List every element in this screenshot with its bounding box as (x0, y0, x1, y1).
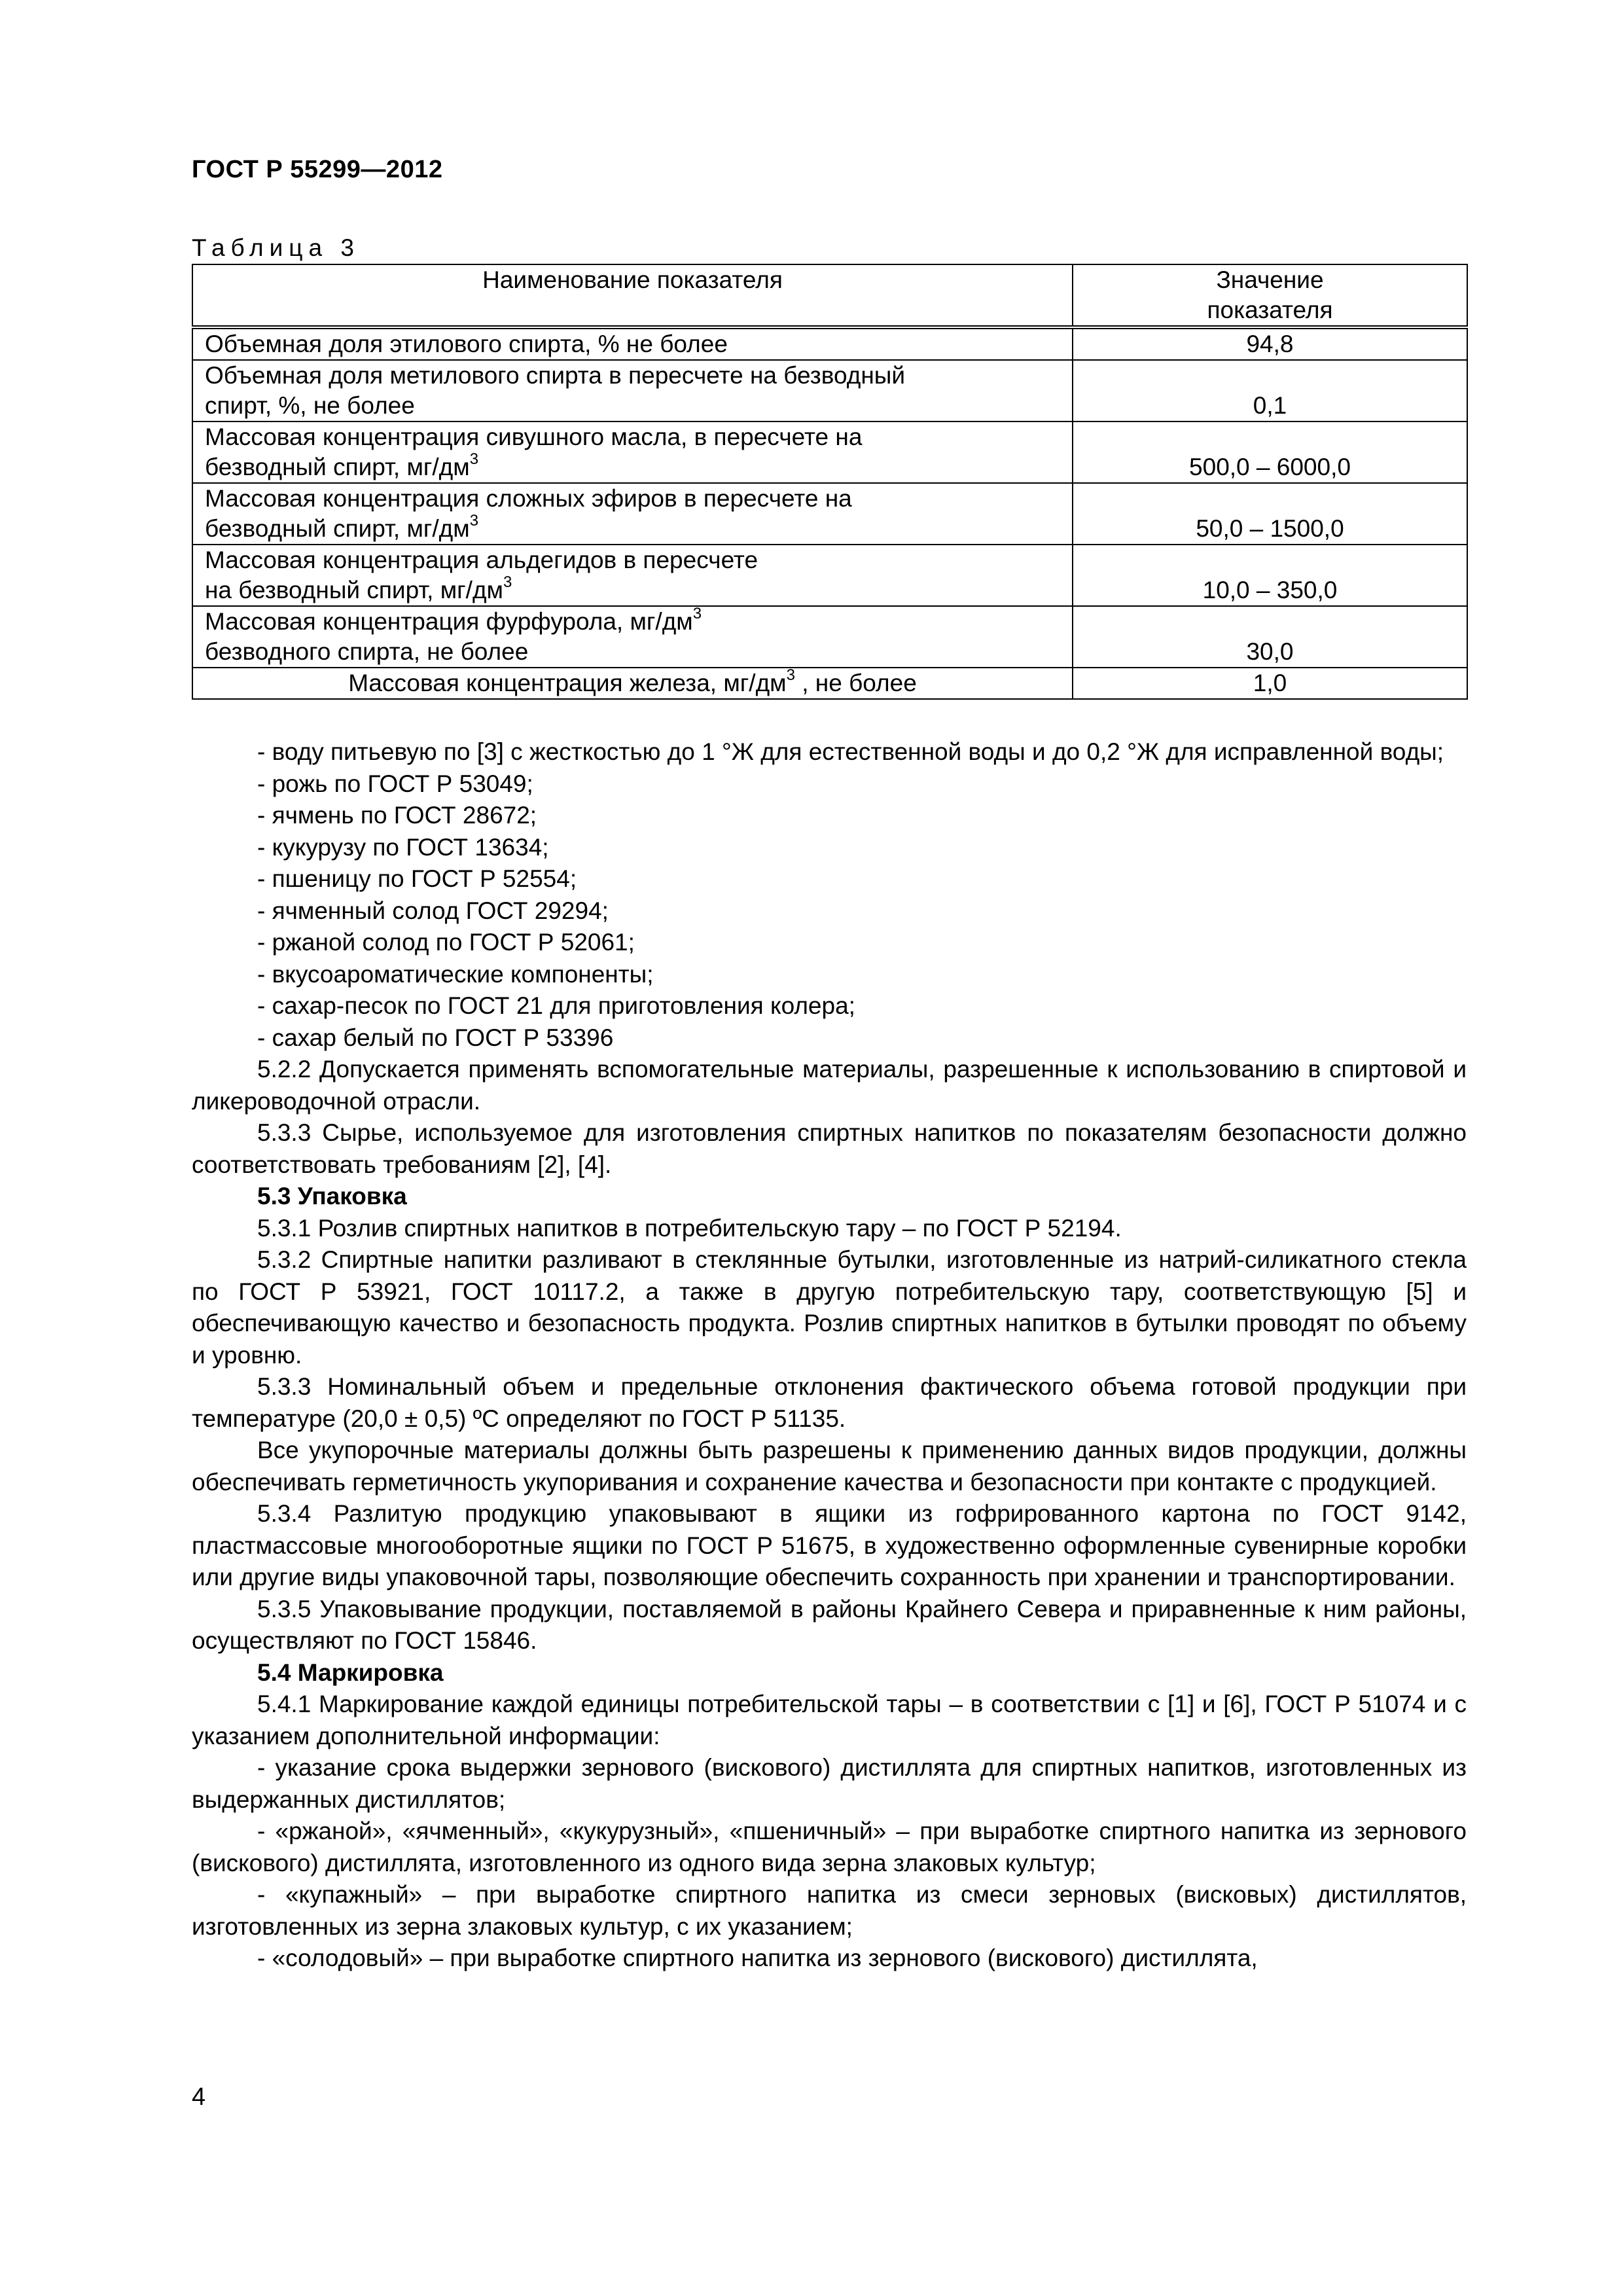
table-body (192, 327, 1467, 699)
column-header-value (1073, 264, 1467, 327)
indicator-value-cell: 10,0 – 350,0 (1073, 545, 1467, 606)
indicator-name-line: безводный спирт, мг/дм (205, 515, 470, 542)
paragraph: 5.3.4 Разлитую продукцию упаковывают в ящики из гофрированного картона по ГОСТ 9142, пластмассовые многооборотные ящики по ГОСТ Р 51675, в художественно оформленные сувенирные коробки или другие виды упаковочной тары, позволяющие обеспечить сохранность при хранении и транспортировании. (192, 1500, 1467, 1590)
page-number: 4 (192, 2083, 206, 2111)
paragraph: Все укупорочные материалы должны быть разрешены к применению данных видов продукции, должны обеспечивать герметичность укупоривания и сохранение качества и безопасности при контакте с продукцией. (192, 1437, 1467, 1496)
paragraph: - «солодовый» – при выработке спиртного напитка из зернового (вискового) дистиллята, (257, 1945, 1258, 1971)
indicator-name-line: Объемная доля этилового спирта, % не более (205, 331, 728, 357)
section-heading: 5.4 Маркировка (257, 1659, 444, 1686)
indicator-name-line: спирт, %, не более (205, 392, 415, 419)
indicator-name-cell (192, 360, 1073, 422)
indicator-value-cell: 500,0 – 6000,0 (1073, 422, 1467, 483)
unit-superscript: 3 (469, 450, 479, 468)
table-header-row (192, 264, 1467, 327)
unit-superscript: 3 (469, 511, 479, 529)
paragraph: 5.3.3 Сырье, используемое для изготовления спиртных напитков по показателям безопасности должно соответствовать требованиям [2], [4]. (192, 1119, 1467, 1178)
table-row (192, 606, 1467, 668)
indicator-name-line: Объемная доля метилового спирта в пересчете на безводный (205, 362, 906, 389)
table-row (192, 668, 1467, 699)
paragraph: - «купажный» – при выработке спиртного напитка из смеси зерновых (висковых) дистиллятов, изготовленных из зерна злаковых культур, с их указанием; (192, 1881, 1467, 1940)
paragraph: - сахар-песок по ГОСТ 21 для приготовления колера; (257, 992, 855, 1019)
indicators-table (192, 264, 1468, 700)
indicator-value-cell: 50,0 – 1500,0 (1073, 483, 1467, 545)
paragraph: - вкусоароматические компоненты; (257, 960, 654, 988)
indicator-name-cell (192, 422, 1073, 483)
paragraph: 5.2.2 Допускается применять вспомогательные материалы, разрешенные к использованию в спиртовой и ликероводочной отрасли. (192, 1056, 1467, 1115)
unit-superscript: 3 (786, 666, 795, 684)
paragraph: - рожь по ГОСТ Р 53049; (257, 770, 533, 797)
paragraph: 5.4.1 Маркирование каждой единицы потребительской тары – в соответствии с [1] и [6], ГОСТ Р 51074 и с указанием дополнительной информации: (192, 1691, 1467, 1749)
paragraph: - пшеницу по ГОСТ Р 52554; (257, 865, 577, 892)
table-row (192, 545, 1467, 606)
indicator-name-line: Массовая концентрация фурфурола, мг/дм (205, 608, 693, 635)
indicator-name-line: Массовая концентрация сложных эфиров в пересчете на (205, 485, 852, 512)
indicator-name-cell (192, 327, 1073, 360)
unit-superscript: 3 (692, 604, 702, 622)
indicator-name-line: безводного спирта, не более (205, 638, 529, 665)
paragraph: 5.3.3 Номинальный объем и предельные отклонения фактического объема готовой продукции при температуре (20,0 ± 0,5) ºС определяют по ГОСТ Р 51135. (192, 1373, 1467, 1432)
table-row (192, 327, 1467, 360)
indicator-name-cell (192, 483, 1073, 545)
indicator-name-line: Массовая концентрация железа, мг/дм (348, 670, 787, 696)
indicator-name-line: безводный спирт, мг/дм (205, 454, 470, 480)
table-row (192, 360, 1467, 422)
paragraph: 5.3.5 Упаковывание продукции, поставляемой в районы Крайнего Севера и приравненные к ним районы, осуществляют по ГОСТ 15846. (192, 1595, 1467, 1654)
paragraph: - «ржаной», «ячменный», «кукурузный», «пшеничный» – при выработке спиртного напитка из зернового (вискового) дистиллята, изготовленного из одного вида зерна злаковых культур; (192, 1818, 1467, 1876)
section-heading: 5.3 Упаковка (257, 1183, 407, 1210)
indicator-name-line: на безводный спирт, мг/дм (205, 577, 503, 603)
body-text (192, 736, 1467, 1975)
document-header: ГОСТ Р 55299—2012 (192, 156, 443, 183)
indicator-value-cell: 30,0 (1073, 606, 1467, 668)
paragraph: 5.3.2 Спиртные напитки разливают в стеклянные бутылки, изготовленные из натрий-силикатного стекла по ГОСТ Р 53921, ГОСТ 10117.2, а также в другую потребительскую тару, соответствующую [5] и обеспечивающую качество и безопасность продукта. Розлив спиртных напитков в бутылки проводят по объему и уровню. (192, 1246, 1467, 1369)
paragraph: - ржаной солод по ГОСТ Р 52061; (257, 929, 635, 956)
column-header-name: Наименование показателя (192, 264, 1073, 327)
paragraph: - сахар белый по ГОСТ Р 53396 (257, 1024, 614, 1051)
column-header-value-text: Значение показателя (1207, 266, 1333, 323)
indicator-name-cell (192, 606, 1073, 668)
indicator-name-cell (192, 668, 1073, 699)
indicator-name-line: Массовая концентрация альдегидов в пересчете (205, 547, 758, 573)
table-caption: Таблица 3 (192, 234, 360, 261)
paragraph: - воду питьевую по [3] с жесткостью до 1 °Ж для естественной воды и до 0,2 °Ж для исправленной воды; (257, 738, 1444, 765)
table-row (192, 483, 1467, 545)
paragraph: - указание срока выдержки зернового (вискового) дистиллята для спиртных напитков, изготовленных из выдержанных дистиллятов; (192, 1754, 1467, 1813)
indicator-name-tail: , не более (794, 670, 917, 696)
paragraph: 5.3.1 Розлив спиртных напитков в потребительскую тару – по ГОСТ Р 52194. (257, 1214, 1122, 1242)
table-row (192, 422, 1467, 483)
paragraph: - кукурузу по ГОСТ 13634; (257, 833, 549, 861)
unit-superscript: 3 (503, 573, 512, 591)
indicator-value-cell: 94,8 (1073, 327, 1467, 360)
indicator-name-cell (192, 545, 1073, 606)
indicator-value-cell: 1,0 (1073, 668, 1467, 699)
indicator-name-line: Массовая концентрация сивушного масла, в пересчете на (205, 423, 863, 450)
paragraph: - ячменный солод ГОСТ 29294; (257, 897, 609, 924)
indicator-value-cell: 0,1 (1073, 360, 1467, 422)
paragraph: - ячмень по ГОСТ 28672; (257, 802, 537, 829)
